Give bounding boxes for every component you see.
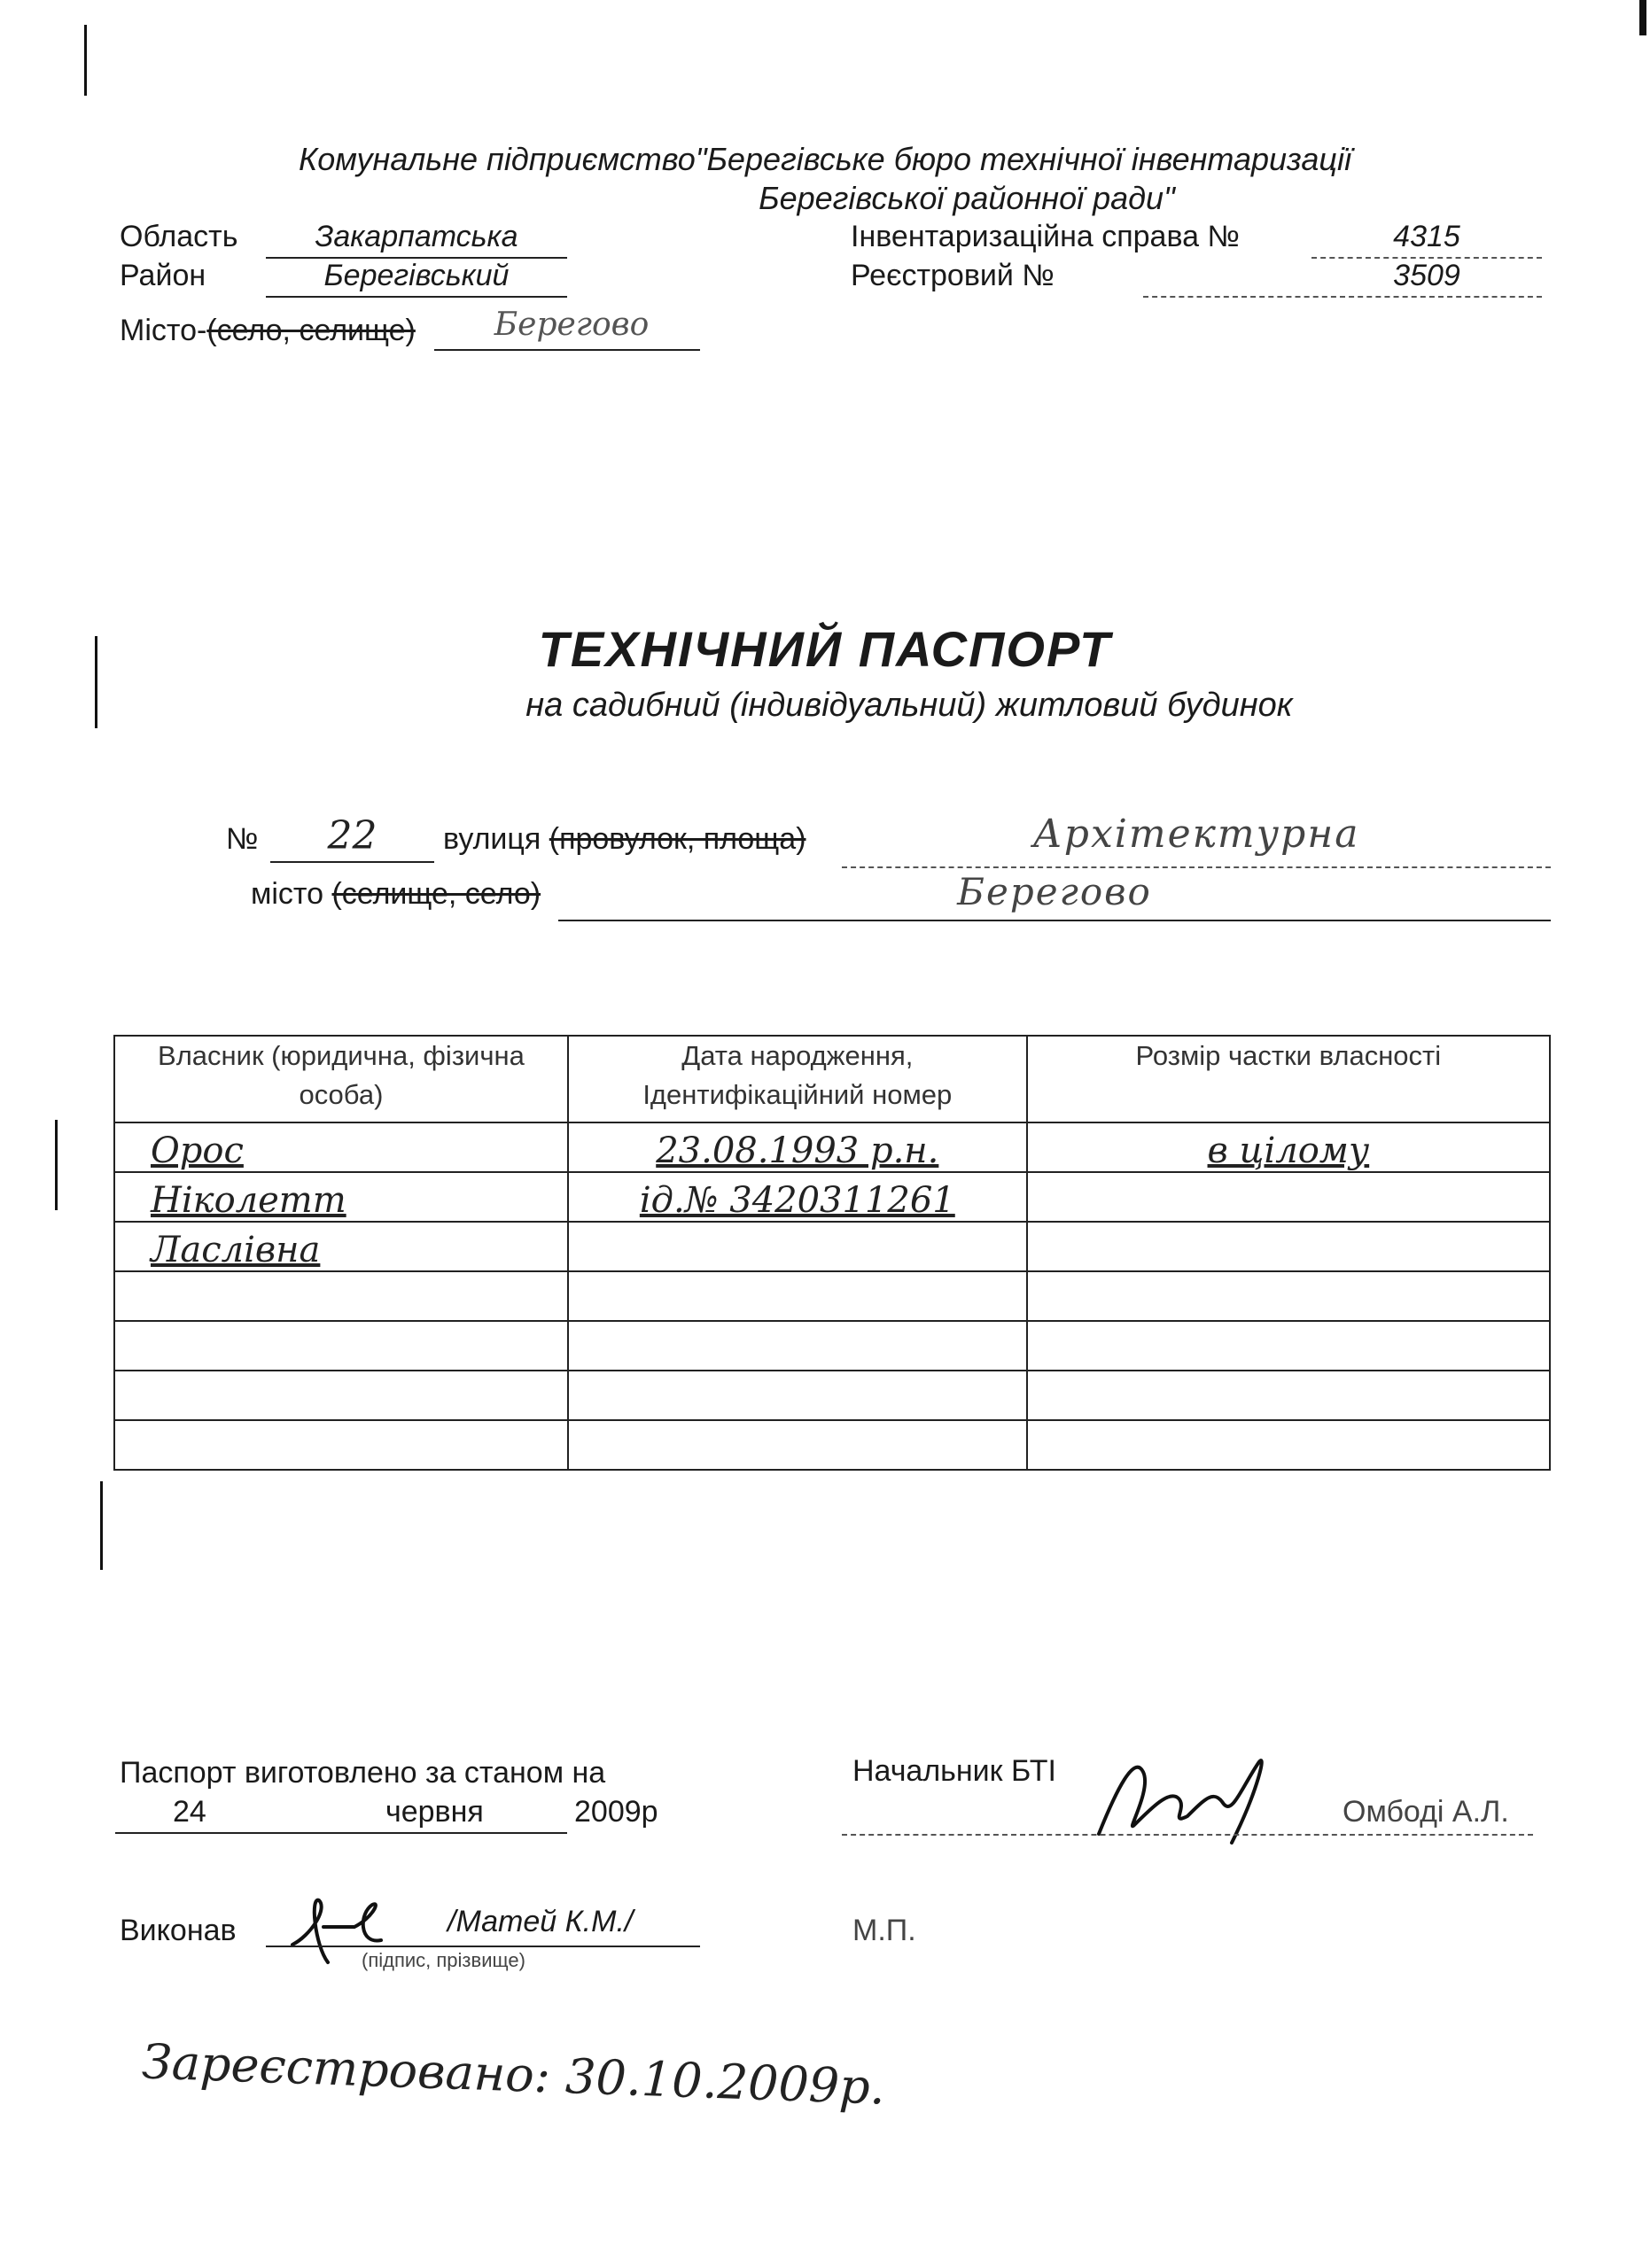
document-subtitle: на садибний (індивідуальний) житловий будинок (525, 687, 1293, 724)
town-label (251, 877, 541, 912)
head-label: Начальник БТІ (852, 1754, 1056, 1788)
table-row (114, 1222, 1550, 1271)
share-cell (1027, 1321, 1550, 1371)
city-underline (434, 349, 700, 351)
owner-cell (114, 1420, 568, 1470)
owner-column-header: Власник (юридична, фізична особа) (114, 1036, 568, 1122)
region-label: Область (120, 220, 238, 253)
table-row (114, 1420, 1550, 1470)
street-label-struck: (провулок, площа) (549, 822, 806, 856)
city-value: Берегово (494, 307, 650, 343)
table-header-row (114, 1036, 1550, 1122)
street-label-text: вулиця (443, 822, 541, 856)
inventory-value: 4315 (1393, 220, 1460, 253)
city-label-struck: (село, селище) (206, 314, 416, 347)
share-cell (1027, 1172, 1550, 1222)
scan-mark (1639, 0, 1646, 35)
share-cell (1027, 1371, 1550, 1420)
birthdate-cell (568, 1321, 1027, 1371)
passport-month: червня (385, 1795, 484, 1829)
street-underline (842, 866, 1551, 868)
head-signature-icon (1081, 1736, 1294, 1860)
scan-mark (55, 1120, 58, 1210)
share-cell (1027, 1420, 1550, 1470)
owner-cell (114, 1371, 568, 1420)
head-underline (842, 1834, 1533, 1836)
town-value: Берегово (957, 870, 1152, 913)
document-title: ТЕХНІЧНИЙ ПАСПОРТ (538, 621, 1112, 677)
district-label: Район (120, 259, 206, 292)
passport-date-underline (115, 1832, 567, 1834)
executor-underline (266, 1946, 700, 1947)
district-underline (266, 296, 567, 298)
share-cell (1027, 1271, 1550, 1321)
executor-name: /Матей К.М./ (448, 1905, 634, 1938)
house-number-value: 22 (327, 813, 377, 858)
signature-caption: (підпис, прізвище) (362, 1949, 525, 1971)
scan-mark (100, 1481, 103, 1570)
house-number-underline (270, 861, 434, 863)
birthdate-column-header: Дата народження, Ідентифікаційний номер (568, 1036, 1027, 1122)
executor-label: Виконав (120, 1914, 237, 1947)
inventory-label: Інвентаризаційна справа № (851, 220, 1240, 253)
table-row (114, 1271, 1550, 1321)
head-name: Омбоді А.Л. (1343, 1795, 1509, 1829)
region-value: Закарпатська (315, 220, 518, 253)
birthdate-cell: 23.08.1993 р.н. (568, 1122, 1027, 1172)
share-column-header: Розмір частки власності (1027, 1036, 1550, 1122)
birthdate-cell (568, 1271, 1027, 1321)
table-row (114, 1321, 1550, 1371)
birthdate-cell (568, 1222, 1027, 1271)
owner-cell: Ніколетт (114, 1172, 568, 1222)
owner-cell (114, 1321, 568, 1371)
birthdate-cell (568, 1420, 1027, 1470)
owner-cell (114, 1271, 568, 1321)
district-value: Берегівський (323, 259, 510, 292)
owners-table (113, 1035, 1551, 1471)
share-cell (1027, 1222, 1550, 1271)
organization-name-line-2: Берегівської районної ради" (759, 180, 1175, 216)
stamp-place-label: М.П. (852, 1914, 916, 1947)
registry-underline (1143, 296, 1542, 298)
scan-mark (84, 25, 87, 96)
passport-day: 24 (173, 1795, 206, 1829)
owner-cell: Ласлівна (114, 1222, 568, 1271)
owner-cell: Орос (114, 1122, 568, 1172)
organization-name-line-1: Комунальне підприємство"Берегівське бюро технічної інвентаризації (299, 141, 1351, 177)
birthdate-cell (568, 1371, 1027, 1420)
town-label-text: місто (251, 877, 324, 911)
passport-year: 2009р (574, 1795, 658, 1829)
birthdate-cell: ід.№ 3420311261 (568, 1172, 1027, 1222)
town-underline (558, 920, 1551, 921)
share-cell: в цілому (1027, 1122, 1550, 1172)
table-row (114, 1371, 1550, 1420)
table-row (114, 1122, 1550, 1172)
town-label-struck: (селище, село) (331, 877, 541, 911)
street-value: Архітектурна (1032, 812, 1360, 857)
street-label (443, 822, 806, 857)
registry-label: Реєстровий № (851, 259, 1055, 292)
table-row (114, 1172, 1550, 1222)
city-label-text: Місто- (120, 314, 207, 347)
registered-note: Зареєстровано: 30.10.2009р. (141, 2033, 886, 2116)
city-label (120, 314, 416, 348)
house-number-label: № (226, 822, 259, 856)
registry-value: 3509 (1393, 259, 1460, 292)
passport-made-label: Паспорт виготовлено за станом на (120, 1756, 606, 1790)
